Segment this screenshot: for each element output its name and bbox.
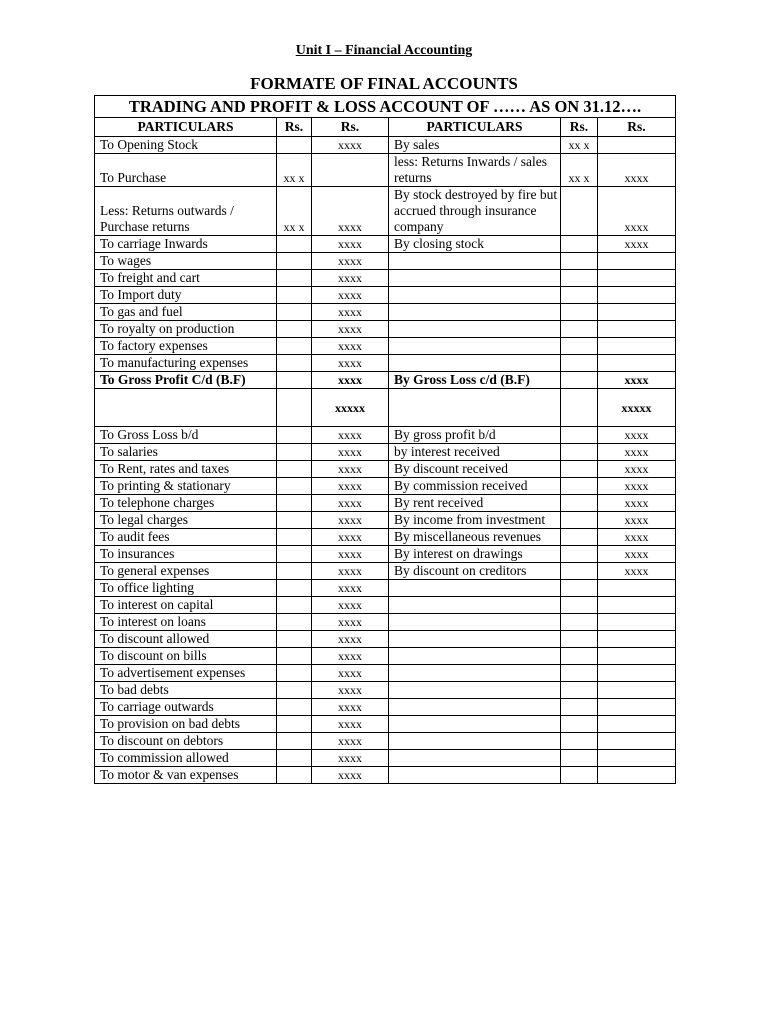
debit-particular: To Gross Loss b/d [95,427,277,444]
debit-sub-amount [277,750,312,767]
debit-particular: To audit fees [95,529,277,546]
credit-sub-amount [561,546,598,563]
credit-sub-amount [561,716,598,733]
debit-sub-amount [277,270,312,287]
credit-sub-amount [561,597,598,614]
debit-amount: xxxx [312,699,389,716]
debit-amount: xxxx [312,631,389,648]
credit-amount: xxxx [598,236,676,253]
debit-sub-amount [277,699,312,716]
pl-row [95,563,676,580]
debit-amount: xxxx [312,614,389,631]
credit-amount [598,253,676,270]
debit-particular: To printing & stationary [95,478,277,495]
debit-sub-amount [277,236,312,253]
debit-sub-amount [277,631,312,648]
pl-row [95,512,676,529]
debit-particular: To Purchase [95,154,277,187]
debit-amount: xxxx [312,580,389,597]
credit-amount [598,699,676,716]
profit-loss-section [95,427,676,784]
credit-amount [598,682,676,699]
debit-amount: xxxx [312,546,389,563]
debit-sub-amount [277,355,312,372]
debit-particular: To interest on loans [95,614,277,631]
debit-sub-amount [277,478,312,495]
credit-particular [389,580,561,597]
credit-particular: By miscellaneous revenues [389,529,561,546]
trading-row [95,304,676,321]
credit-particular [389,321,561,338]
credit-sub-amount [561,614,598,631]
debit-sub-amount [277,461,312,478]
credit-sub-amount [561,270,598,287]
gross-right-label: By Gross Loss c/d (B.F) [389,372,561,389]
credit-amount [598,597,676,614]
credit-amount: xxxx [598,478,676,495]
credit-sub-amount [561,236,598,253]
debit-particular: To royalty on production [95,321,277,338]
debit-amount: xxxx [312,137,389,154]
gross-left-label: To Gross Profit C/d (B.F) [95,372,277,389]
debit-particular: To general expenses [95,563,277,580]
debit-amount: xxxx [312,682,389,699]
credit-amount [598,614,676,631]
credit-amount: xxxx [598,461,676,478]
credit-amount: xxxx [598,427,676,444]
trading-row [95,253,676,270]
debit-amount: xxxx [312,304,389,321]
pl-row [95,750,676,767]
credit-particular: By discount received [389,461,561,478]
debit-particular: To interest on capital [95,597,277,614]
trading-account-section [95,137,676,372]
debit-amount: xxxx [312,767,389,784]
debit-amount: xxxx [312,461,389,478]
debit-amount: xxxx [312,253,389,270]
col-rs-3: Rs. [561,118,598,137]
debit-sub-amount [277,614,312,631]
pl-row [95,733,676,750]
credit-particular [389,355,561,372]
debit-amount: xxxx [312,427,389,444]
pl-row [95,767,676,784]
trading-row [95,321,676,338]
debit-sub-amount [277,304,312,321]
debit-particular: To motor & van expenses [95,767,277,784]
debit-sub-amount [277,253,312,270]
pl-row [95,444,676,461]
credit-particular [389,648,561,665]
gross-left-amount: xxxx [312,372,389,389]
credit-particular [389,597,561,614]
credit-amount [598,287,676,304]
debit-particular: To carriage Inwards [95,236,277,253]
trading-total-row [95,389,676,427]
debit-particular: To bad debts [95,682,277,699]
debit-amount: xxxx [312,444,389,461]
col-rs-2: Rs. [312,118,389,137]
credit-particular [389,253,561,270]
debit-particular: To factory expenses [95,338,277,355]
debit-particular: To Opening Stock [95,137,277,154]
debit-particular: To commission allowed [95,750,277,767]
debit-particular: To Import duty [95,287,277,304]
credit-amount [598,665,676,682]
pl-row [95,495,676,512]
credit-particular: By income from investment [389,512,561,529]
debit-particular: To office lighting [95,580,277,597]
credit-amount [598,716,676,733]
credit-amount [598,733,676,750]
credit-amount: xxxx [598,512,676,529]
credit-particular: By sales [389,137,561,154]
pl-row [95,699,676,716]
debit-sub-amount [277,665,312,682]
debit-particular: To provision on bad debts [95,716,277,733]
debit-amount: xxxx [312,665,389,682]
trading-total-left: xxxxx [312,389,389,427]
debit-sub-amount [277,767,312,784]
credit-amount: xxxx [598,529,676,546]
credit-particular [389,750,561,767]
credit-sub-amount [561,529,598,546]
credit-amount: xxxx [598,546,676,563]
pl-row [95,478,676,495]
credit-sub-amount [561,580,598,597]
debit-particular: To insurances [95,546,277,563]
credit-particular: By stock destroyed by fire but accrued through insurance company [389,187,561,236]
debit-amount: xxxx [312,187,389,236]
credit-sub-amount [561,427,598,444]
credit-particular: By interest on drawings [389,546,561,563]
trading-row [95,287,676,304]
credit-amount [598,338,676,355]
credit-sub-amount [561,253,598,270]
debit-amount: xxxx [312,750,389,767]
credit-sub-amount [561,750,598,767]
credit-particular [389,338,561,355]
debit-sub-amount [277,321,312,338]
final-accounts-table [94,95,676,784]
debit-sub-amount [277,580,312,597]
trading-row [95,236,676,253]
credit-sub-amount [561,461,598,478]
debit-sub-amount [277,427,312,444]
debit-sub-amount [277,682,312,699]
document-title: FORMATE OF FINAL ACCOUNTS [250,74,518,93]
debit-sub-amount [277,512,312,529]
credit-particular [389,699,561,716]
debit-particular: To discount on debtors [95,733,277,750]
debit-particular: To gas and fuel [95,304,277,321]
credit-amount: xxxx [598,154,676,187]
debit-amount: xxxx [312,529,389,546]
pl-row [95,665,676,682]
debit-sub-amount [277,287,312,304]
debit-particular: To discount allowed [95,631,277,648]
pl-row [95,648,676,665]
credit-particular [389,682,561,699]
credit-sub-amount [561,682,598,699]
debit-particular: To manufacturing expenses [95,355,277,372]
debit-particular: To advertisement expenses [95,665,277,682]
debit-amount: xxxx [312,355,389,372]
debit-amount: xxxx [312,287,389,304]
credit-sub-amount [561,187,598,236]
credit-particular: By rent received [389,495,561,512]
gross-right-amount: xxxx [598,372,676,389]
pl-row [95,580,676,597]
trading-row [95,137,676,154]
debit-amount: xxxx [312,495,389,512]
credit-amount: xxxx [598,444,676,461]
pl-row [95,546,676,563]
credit-particular: By discount on creditors [389,563,561,580]
pl-row [95,682,676,699]
debit-sub-amount [277,597,312,614]
col-rs-4: Rs. [598,118,676,137]
debit-particular: To discount on bills [95,648,277,665]
debit-amount: xxxx [312,648,389,665]
credit-particular: By closing stock [389,236,561,253]
credit-sub-amount [561,304,598,321]
credit-amount: xxxx [598,495,676,512]
credit-sub-amount [561,287,598,304]
debit-amount: xxxx [312,597,389,614]
debit-amount: xxxx [312,733,389,750]
debit-sub-amount [277,495,312,512]
credit-amount [598,631,676,648]
pl-row [95,461,676,478]
pl-row [95,529,676,546]
debit-sub-amount [277,529,312,546]
debit-particular: To freight and cart [95,270,277,287]
credit-sub-amount [561,321,598,338]
col-rs-1: Rs. [277,118,312,137]
credit-sub-amount: xx x [561,137,598,154]
credit-particular: By commission received [389,478,561,495]
credit-amount [598,648,676,665]
debit-amount: xxxx [312,478,389,495]
credit-amount [598,580,676,597]
debit-sub-amount [277,137,312,154]
gross-section [95,372,676,427]
debit-particular: To carriage outwards [95,699,277,716]
debit-sub-amount: xx x [277,187,312,236]
debit-sub-amount [277,648,312,665]
trading-row [95,355,676,372]
debit-sub-amount [277,444,312,461]
credit-particular: less: Returns Inwards / sales returns [389,154,561,187]
pl-row [95,427,676,444]
credit-particular [389,287,561,304]
credit-particular [389,270,561,287]
debit-sub-amount: xx x [277,154,312,187]
credit-amount [598,304,676,321]
col-particulars-left: PARTICULARS [95,118,277,137]
credit-amount: xxxx [598,563,676,580]
column-header-row [95,118,676,137]
debit-sub-amount [277,563,312,580]
credit-sub-amount [561,355,598,372]
debit-particular: To wages [95,253,277,270]
debit-amount: xxxx [312,338,389,355]
credit-particular [389,733,561,750]
debit-amount: xxxx [312,716,389,733]
debit-sub-amount [277,733,312,750]
credit-particular [389,304,561,321]
credit-sub-amount [561,512,598,529]
credit-particular: by interest received [389,444,561,461]
credit-sub-amount [561,338,598,355]
debit-amount [312,154,389,187]
credit-amount: xxxx [598,187,676,236]
credit-amount [598,137,676,154]
credit-particular [389,614,561,631]
credit-amount [598,270,676,287]
debit-particular: To Rent, rates and taxes [95,461,277,478]
credit-sub-amount [561,648,598,665]
credit-particular [389,767,561,784]
trading-row [95,270,676,287]
pl-row [95,631,676,648]
table-title: TRADING AND PROFIT & LOSS ACCOUNT OF …… AS ON 31.12…. [95,96,676,118]
gross-profit-row [95,372,676,389]
credit-sub-amount [561,495,598,512]
debit-amount: xxxx [312,512,389,529]
trading-row [95,338,676,355]
credit-particular [389,631,561,648]
debit-amount: xxxx [312,236,389,253]
credit-sub-amount [561,733,598,750]
credit-amount [598,750,676,767]
credit-particular [389,665,561,682]
col-particulars-right: PARTICULARS [389,118,561,137]
debit-amount: xxxx [312,563,389,580]
debit-particular: To telephone charges [95,495,277,512]
credit-amount [598,767,676,784]
credit-sub-amount [561,699,598,716]
pl-row [95,716,676,733]
trading-row [95,187,676,236]
credit-amount [598,355,676,372]
pl-row [95,597,676,614]
credit-sub-amount [561,767,598,784]
debit-amount: xxxx [312,270,389,287]
debit-sub-amount [277,546,312,563]
credit-sub-amount: xx x [561,154,598,187]
debit-amount: xxxx [312,321,389,338]
debit-sub-amount [277,338,312,355]
credit-sub-amount [561,665,598,682]
debit-sub-amount [277,716,312,733]
trading-row [95,154,676,187]
unit-heading: Unit I – Financial Accounting [295,43,473,58]
credit-amount [598,321,676,338]
debit-particular: To salaries [95,444,277,461]
credit-particular [389,716,561,733]
debit-particular: Less: Returns outwards / Purchase returns [95,187,277,236]
credit-sub-amount [561,563,598,580]
credit-particular: By gross profit b/d [389,427,561,444]
pl-row [95,614,676,631]
credit-sub-amount [561,478,598,495]
trading-total-right: xxxxx [598,389,676,427]
debit-particular: To legal charges [95,512,277,529]
credit-sub-amount [561,444,598,461]
credit-sub-amount [561,631,598,648]
